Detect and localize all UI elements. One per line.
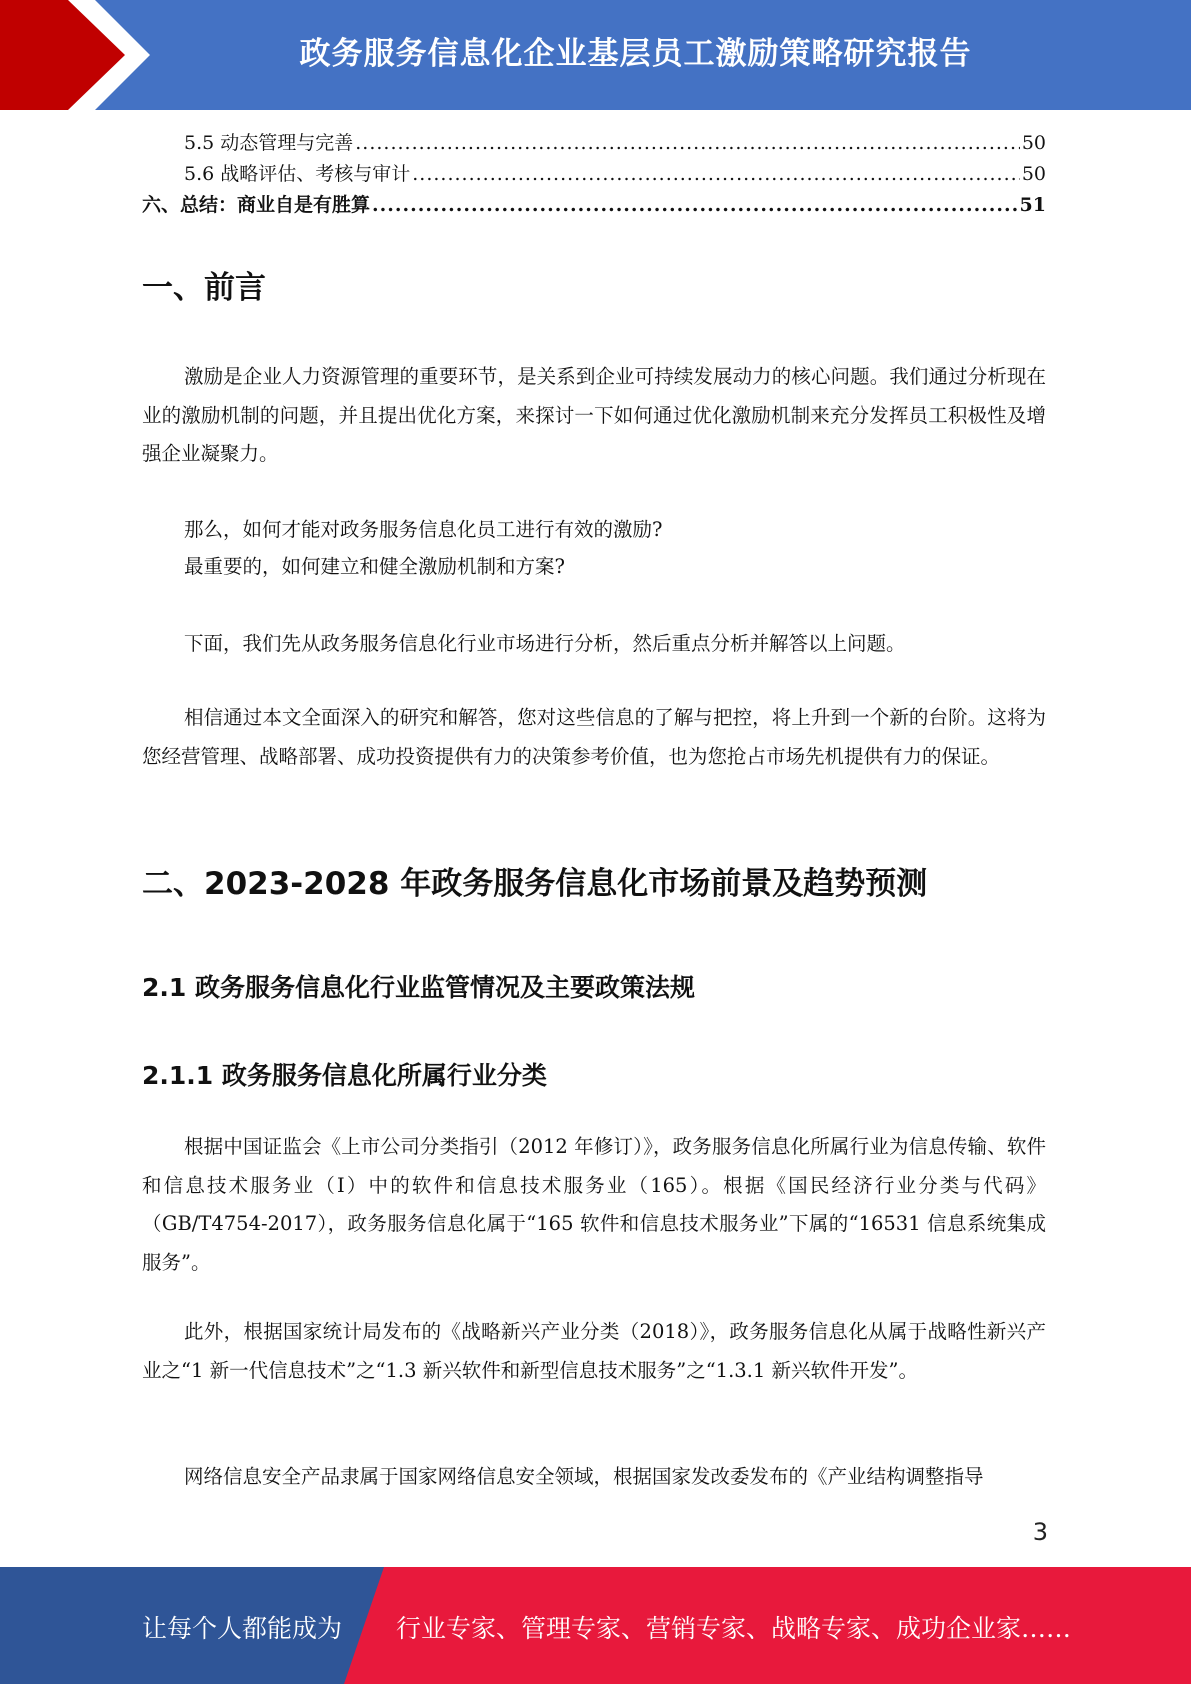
toc-leader-dots bbox=[372, 190, 1018, 221]
toc-entry[interactable] bbox=[142, 190, 1046, 221]
body-paragraph: 网络信息安全产品隶属于国家网络信息安全领域，根据国家发改委发布的《产业结构调整指导 bbox=[184, 1465, 984, 1488]
subsection-heading-regulation: 2.1 政务服务信息化行业监管情况及主要政策法规 bbox=[142, 973, 695, 1002]
section-heading-preface: 一、前言 bbox=[142, 270, 266, 306]
toc-label: 六、总结：商业自是有胜算 bbox=[142, 194, 371, 216]
table-of-contents bbox=[142, 128, 1046, 221]
header-arrow-icon bbox=[0, 0, 160, 110]
footer-slogan-left: 让每个人都能成为 bbox=[142, 1614, 343, 1643]
page-content bbox=[142, 128, 1046, 1488]
body-paragraph: 根据中国证监会《上市公司分类指引（2012 年修订）》，政务服务信息化所属行业为信息传输、软件和信息技术服务业（I）中的软件和信息技术服务业（165）。根据《国民经济行业分类与代码》（GB/T4754-2017），政务服务信息化属于“165 软件和信息技术服务业”下属的“16531 信息系统集成服务”。 bbox=[142, 1135, 1046, 1274]
body-paragraph: 激励是企业人力资源管理的重要环节，是关系到企业可持续发展动力的核心问题。我们通过分析现在业的激励机制的问题，并且提出优化方案，来探讨一下如何通过优化激励机制来充分发挥员工积极性及增强企业凝聚力。 bbox=[142, 365, 1046, 465]
toc-page-number: 50 bbox=[1021, 163, 1046, 185]
toc-leader-dots bbox=[412, 159, 1020, 190]
body-paragraph: 此外，根据国家统计局发布的《战略新兴产业分类（2018）》，政务服务信息化从属于战略性新兴产业之“1 新一代信息技术”之“1.3 新兴软件和新型信息技术服务”之“1.3.1 新兴软件开发”。 bbox=[142, 1320, 1046, 1382]
section-heading-market-outlook: 二、2023-2028 年政务服务信息化市场前景及趋势预测 bbox=[142, 866, 928, 902]
toc-page-number: 51 bbox=[1019, 194, 1046, 216]
body-paragraph: 下面，我们先从政务服务信息化行业市场进行分析，然后重点分析并解答以上问题。 bbox=[184, 632, 906, 655]
body-question: 最重要的，如何建立和健全激励机制和方案? bbox=[184, 555, 565, 578]
body-question: 那么，如何才能对政务服务信息化员工进行有效的激励? bbox=[184, 518, 663, 541]
toc-entry[interactable] bbox=[142, 128, 1046, 159]
toc-label: 5.6 战略评估、考核与审计 bbox=[184, 163, 411, 185]
page-footer bbox=[0, 1567, 1191, 1684]
toc-page-number: 50 bbox=[1021, 132, 1046, 154]
toc-entry[interactable] bbox=[142, 159, 1046, 190]
toc-leader-dots bbox=[355, 128, 1020, 159]
report-title: 政务服务信息化企业基层员工激励策略研究报告 bbox=[299, 36, 972, 72]
subsection-heading-industry-classification: 2.1.1 政务服务信息化所属行业分类 bbox=[142, 1061, 547, 1090]
toc-label: 5.5 动态管理与完善 bbox=[184, 132, 354, 154]
page-header bbox=[0, 0, 1191, 110]
page-number: 3 bbox=[1032, 1518, 1048, 1546]
footer-slogan-right: 行业专家、管理专家、营销专家、战略专家、成功企业家…… bbox=[396, 1614, 1072, 1643]
body-paragraph: 相信通过本文全面深入的研究和解答，您对这些信息的了解与把控，将上升到一个新的台阶。这将为您经营管理、战略部署、成功投资提供有力的决策参考价值，也为您抢占市场先机提供有力的保证。 bbox=[142, 706, 1046, 768]
